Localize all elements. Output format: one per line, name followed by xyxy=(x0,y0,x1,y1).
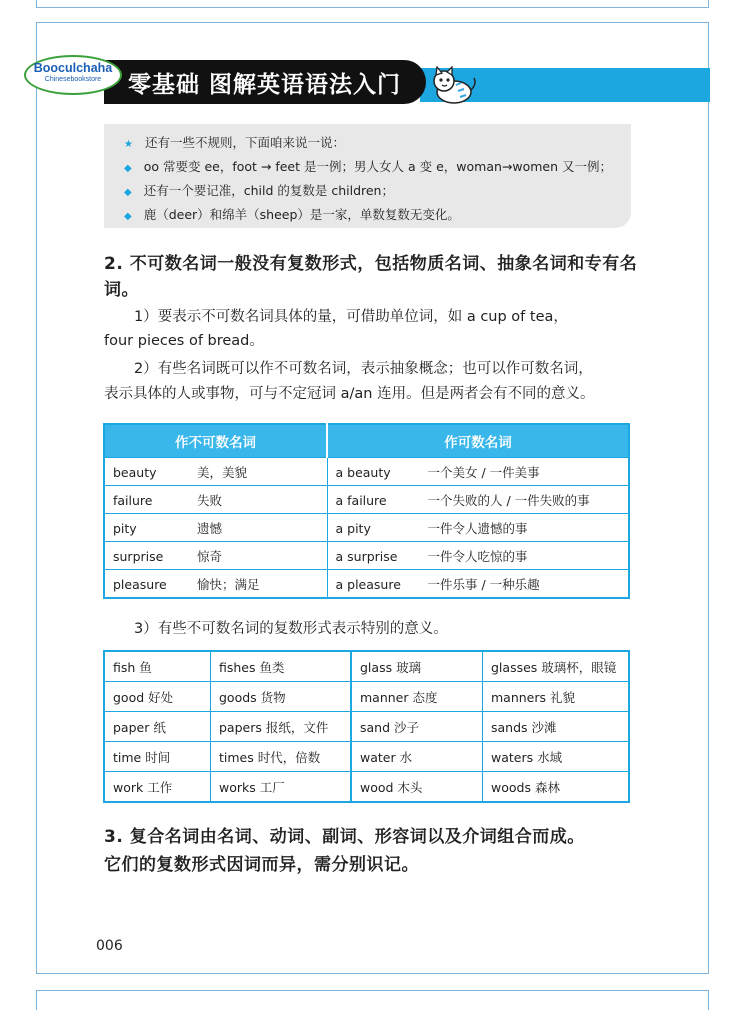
table-cell: good 好处 xyxy=(104,682,211,712)
table-row xyxy=(104,542,629,570)
table-cell: fish 鱼 xyxy=(104,651,211,682)
uncountable-countable-table xyxy=(103,423,630,599)
table-cell: glass 玻璃 xyxy=(351,651,483,682)
header-uncountable: 作不可数名词 xyxy=(104,424,327,458)
table-row xyxy=(104,712,629,742)
table-row xyxy=(104,486,629,514)
word: a pleasure xyxy=(335,576,401,592)
table-cell: water 水 xyxy=(351,742,483,772)
table-row xyxy=(104,742,629,772)
meaning: 一个美女 / 一件美事 xyxy=(427,464,540,480)
tip-box xyxy=(104,124,631,228)
book-title: 零基础 图解英语语法入门 xyxy=(128,72,402,98)
meaning: 一件令人遗憾的事 xyxy=(427,520,528,536)
meaning: 一个失败的人 / 一件失败的事 xyxy=(427,492,590,508)
diamond-bullet-icon: ◆ xyxy=(124,187,132,198)
word: pleasure xyxy=(113,576,167,592)
tip-line: ◆ oo 常要变 ee，foot → feet 是一例；男人女人 a 变 e，woman→women 又一例； xyxy=(124,159,613,174)
store-name: Booculchaha xyxy=(33,61,113,75)
word: surprise xyxy=(113,548,164,564)
diamond-bullet-icon: ◆ xyxy=(124,163,132,174)
tip-line: ◆ 鹿（deer）和绵羊（sheep）是一家，单数复数无变化。 xyxy=(124,207,460,222)
word: a failure xyxy=(335,492,387,508)
paragraph-2-line-2: 表示具体的人或事物，可与不定冠词 a/an 连用。但是两者会有不同的意义。 xyxy=(104,386,595,402)
paragraph-1-line-1: 1）要表示不可数名词具体的量，可借助单位词，如 a cup of tea， xyxy=(134,309,568,325)
table-row xyxy=(104,651,629,682)
table-cell: fishes 鱼类 xyxy=(211,651,352,682)
meaning: 惊奇 xyxy=(197,548,223,564)
table-cell: work 工作 xyxy=(104,772,211,803)
table-cell: manners 礼貌 xyxy=(483,682,630,712)
word: failure xyxy=(113,492,153,508)
meaning: 美，美貌 xyxy=(197,464,248,480)
table-row xyxy=(104,458,629,486)
paragraph-3: 3）有些不可数名词的复数形式表示特别的意义。 xyxy=(134,621,448,637)
table-cell: waters 水域 xyxy=(483,742,630,772)
meaning: 一件乐事 / 一种乐趣 xyxy=(427,576,540,592)
tip-line: ◆ 还有一个要记准，child 的复数是 children； xyxy=(124,183,394,198)
table-cell: paper 纸 xyxy=(104,712,211,742)
word: pity xyxy=(113,520,137,536)
table-cell: goods 货物 xyxy=(211,682,352,712)
table-cell: sands 沙滩 xyxy=(483,712,630,742)
tip-line: ★ 还有一些不规则，下面咱来说一说： xyxy=(124,135,345,150)
paragraph-2-line-1: 2）有些名词既可以作不可数名词，表示抽象概念；也可以作可数名词， xyxy=(134,361,593,377)
word: a pity xyxy=(335,520,371,536)
table-cell: woods 森林 xyxy=(483,772,630,803)
store-watermark-logo xyxy=(24,55,122,95)
diamond-bullet-icon: ◆ xyxy=(124,211,132,222)
table-cell: sand 沙子 xyxy=(351,712,483,742)
table-cell: glasses 玻璃杯，眼镜 xyxy=(483,651,630,682)
section-3-heading-line-2: 它们的复数形式因词而异，需分别识记。 xyxy=(104,855,419,875)
section-3-heading-line-1: 3. 复合名词由名词、动词、副词、形容词以及介词组合而成。 xyxy=(104,827,585,847)
table-cell: papers 报纸，文件 xyxy=(211,712,352,742)
table-cell: time 时间 xyxy=(104,742,211,772)
table-cell: wood 木头 xyxy=(351,772,483,803)
meaning: 遗憾 xyxy=(197,520,223,536)
table-header-row xyxy=(104,424,629,458)
table-cell: manner 态度 xyxy=(351,682,483,712)
word: a surprise xyxy=(335,548,398,564)
header-countable: 作可数名词 xyxy=(327,424,629,458)
paragraph-1-line-2: four pieces of bread。 xyxy=(104,333,264,349)
meaning: 一件令人吃惊的事 xyxy=(427,548,528,564)
previous-page-edge xyxy=(36,0,709,8)
next-page-edge xyxy=(36,990,709,1010)
store-subname: Chinesebookstore xyxy=(44,76,102,83)
page-number: 006 xyxy=(96,938,123,954)
table-row xyxy=(104,514,629,542)
table-cell: works 工厂 xyxy=(211,772,352,803)
word: a beauty xyxy=(335,464,391,480)
meaning: 愉快；满足 xyxy=(197,576,260,592)
cat-mascot-icon xyxy=(428,66,478,106)
table-cell: times 时代，倍数 xyxy=(211,742,352,772)
star-bullet-icon: ★ xyxy=(124,139,133,150)
table-row xyxy=(104,570,629,599)
meaning: 失败 xyxy=(197,492,223,508)
word: beauty xyxy=(113,464,157,480)
table-row xyxy=(104,682,629,712)
section-2-heading: 2. 不可数名词一般没有复数形式，包括物质名词、抽象名词和专有名词。 xyxy=(104,254,638,300)
table-row xyxy=(104,772,629,803)
plural-meaning-table xyxy=(103,650,630,803)
